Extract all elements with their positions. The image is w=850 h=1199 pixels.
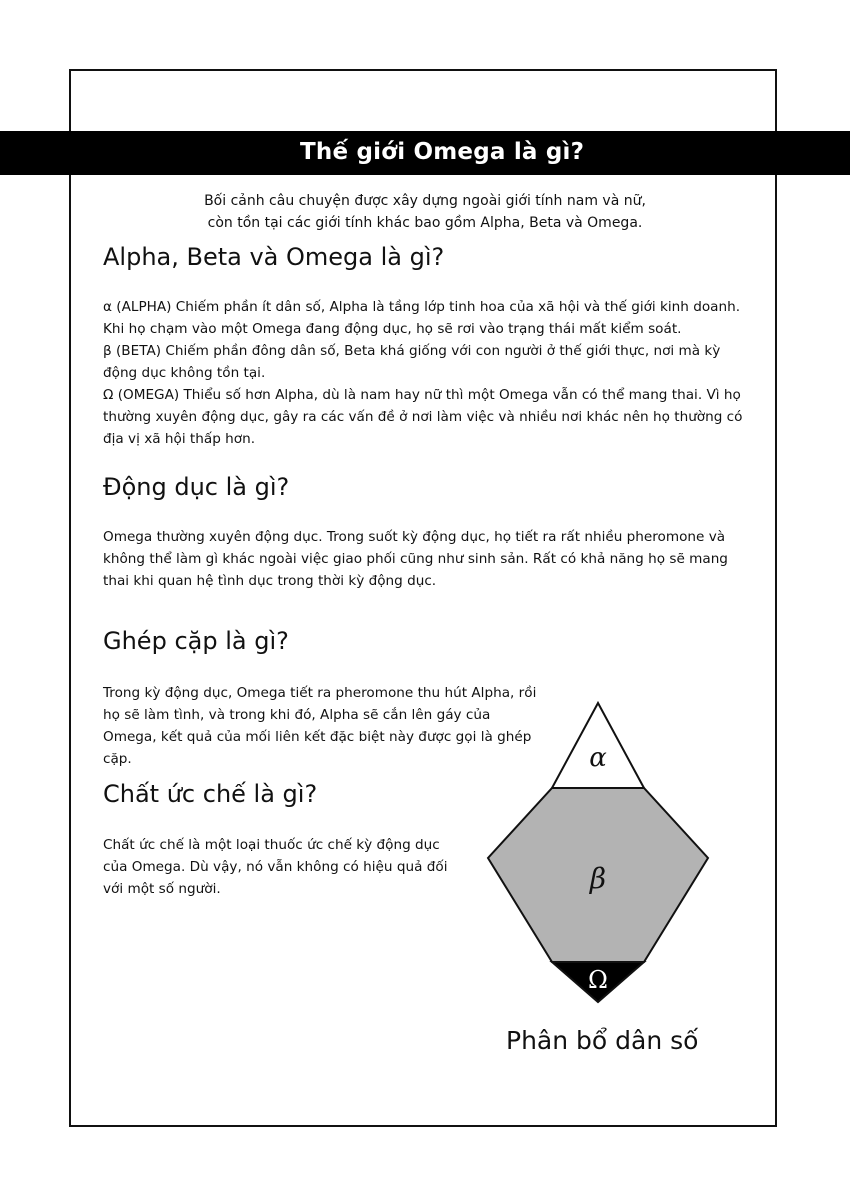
population-diagram	[480, 698, 720, 1008]
beta-symbol: β	[589, 862, 607, 895]
paragraph-suppressant: Chất ức chế là một loại thuốc ức chế kỳ động dục của Omega. Dù vậy, nó vẫn không có hiệu quả đối với một số người.	[103, 837, 448, 897]
diagram-caption: Phân bổ dân số	[506, 1026, 699, 1055]
section-heading-bonding: Ghép cặp là gì?	[103, 627, 289, 655]
section-body-alpha-beta-omega	[103, 296, 758, 450]
section-heading-suppressant: Chất ức chế là gì?	[103, 780, 318, 808]
intro-text	[180, 190, 670, 234]
section-heading-heat: Động dục là gì?	[103, 473, 290, 501]
section-heading-alpha-beta-omega: Alpha, Beta và Omega là gì?	[103, 243, 445, 271]
page-title: Thế giới Omega là gì?	[300, 139, 585, 165]
paragraph-alpha: α (ALPHA) Chiếm phần ít dân số, Alpha là tầng lớp tinh hoa của xã hội và thế giới kinh doanh. Khi họ chạm vào một Omega đang động dục, họ sẽ rơi vào trạng thái mất kiểm soát.	[103, 299, 741, 337]
omega-symbol: Ω	[588, 966, 608, 994]
paragraph-omega: Ω (OMEGA) Thiểu số hơn Alpha, dù là nam hay nữ thì một Omega vẫn có thể mang thai. Vì họ thường xuyên động dục, gây ra các vấn đề ở nơi làm việc và nhiều nơi khác nên họ thường có địa vị xã hội thấp hơn.	[103, 387, 743, 447]
paragraph-beta: β (BETA) Chiếm phần đông dân số, Beta khá giống với con người ở thế giới thực, nơi mà kỳ động dục không tồn tại.	[103, 343, 721, 381]
paragraph-heat: Omega thường xuyên động dục. Trong suốt kỳ động dục, họ tiết ra rất nhiều pheromone và không thể làm gì khác ngoài việc giao phối cũng như sinh sản. Rất có khả năng họ sẽ mang thai khi quan hệ tình dục trong thời kỳ động dục.	[103, 529, 728, 589]
intro-line-1: Bối cảnh câu chuyện được xây dựng ngoài giới tính nam và nữ,	[204, 193, 646, 209]
paragraph-bonding: Trong kỳ động dục, Omega tiết ra pheromone thu hút Alpha, rồi họ sẽ làm tình, và trong khi đó, Alpha sẽ cắn lên gáy của Omega, kết quả của mối liên kết đặc biệt này được gọi là ghép cặp.	[103, 685, 537, 767]
section-body-heat	[103, 526, 758, 592]
intro-line-2: còn tồn tại các giới tính khác bao gồm Alpha, Beta và Omega.	[207, 215, 643, 231]
alpha-symbol: α	[589, 743, 607, 773]
section-body-suppressant	[103, 834, 448, 900]
title-banner	[0, 131, 850, 175]
